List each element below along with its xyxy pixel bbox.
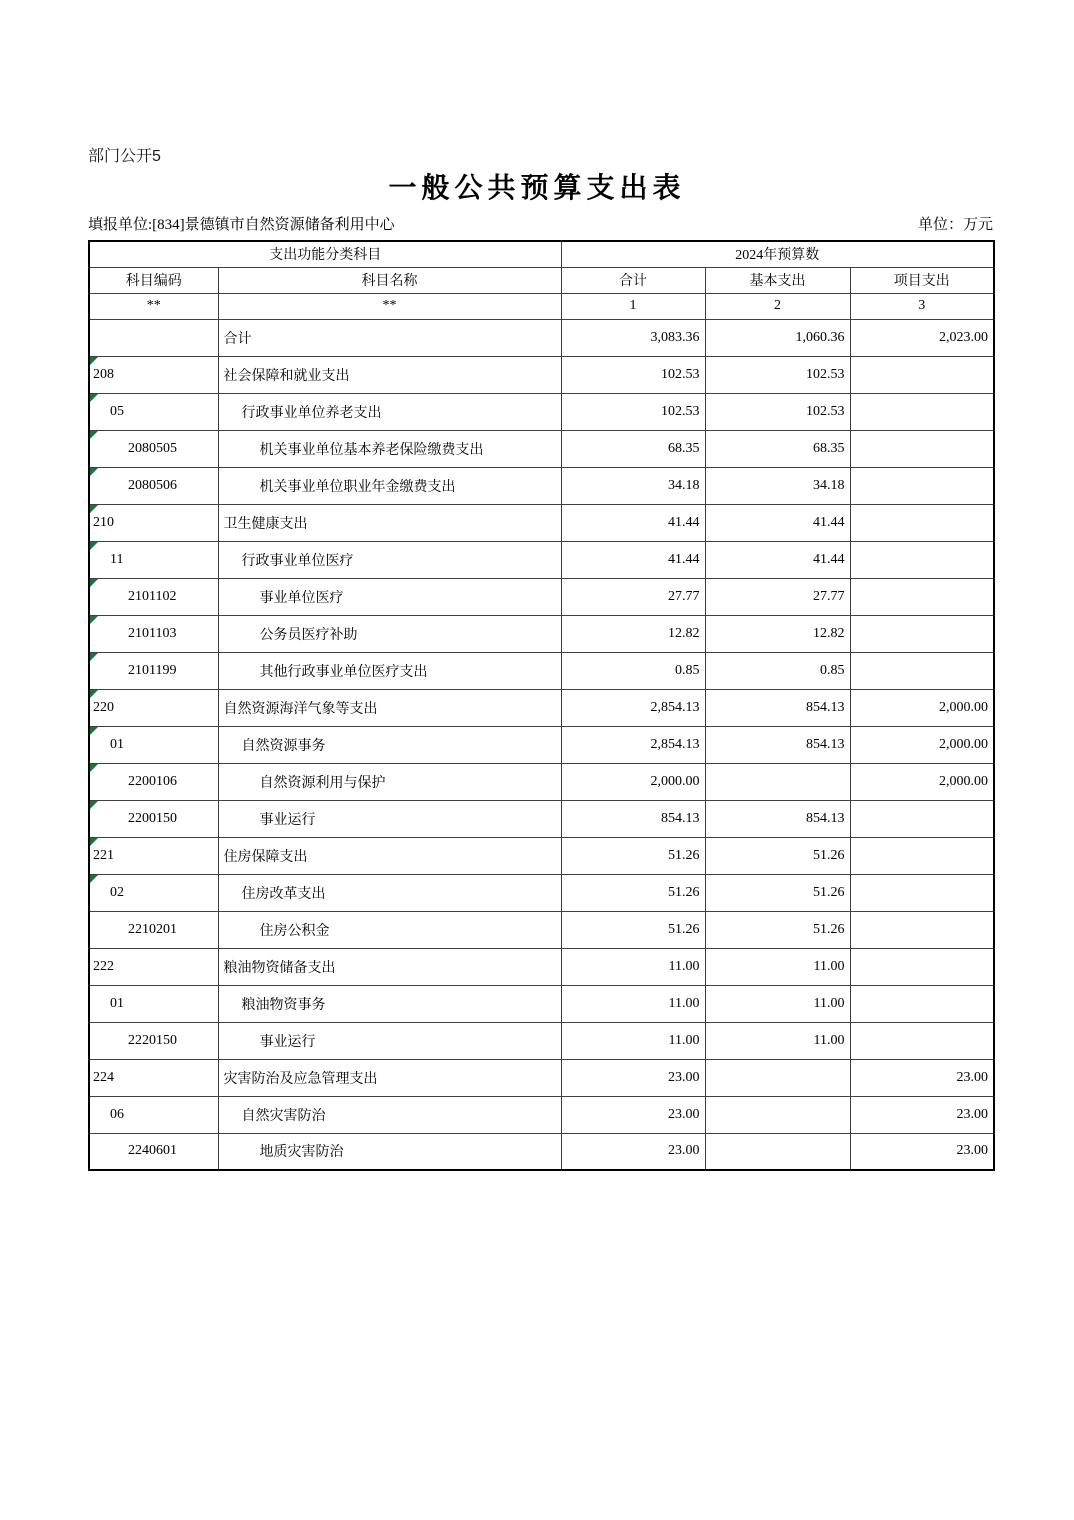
cell-subject-name: 住房改革支出 [218,874,561,911]
cell-basic-expenditure: 51.26 [705,911,850,948]
cell-subject-name: 合计 [218,319,561,356]
cell-subject-code [89,393,218,430]
cell-subject-name: 自然资源事务 [218,726,561,763]
table-row [89,689,994,726]
cell-basic-expenditure: 41.44 [705,504,850,541]
cell-subject-name: 机关事业单位职业年金缴费支出 [218,467,561,504]
index-cell: ** [89,293,218,319]
cell-project-expenditure: 23.00 [850,1133,994,1170]
header-col-code: 科目编码 [89,267,218,293]
subject-code: 2240601 [128,1143,177,1159]
subject-code: 2220150 [128,1032,177,1048]
cell-project-expenditure [850,874,994,911]
corner-marker-icon [90,542,98,550]
cell-subject-name: 灾害防治及应急管理支出 [218,1059,561,1096]
table-row [89,1059,994,1096]
cell-total-amount: 2,854.13 [561,689,705,726]
cell-project-expenditure: 2,000.00 [850,763,994,800]
table-row [89,319,994,356]
cell-subject-name: 事业运行 [218,800,561,837]
subject-code: 2080505 [128,440,177,456]
cell-subject-name: 住房公积金 [218,911,561,948]
subject-code: 05 [110,403,124,419]
table-row [89,541,994,578]
cell-subject-name: 公务员医疗补助 [218,615,561,652]
table-row [89,837,994,874]
cell-subject-name: 机关事业单位基本养老保险缴费支出 [218,430,561,467]
cell-project-expenditure: 23.00 [850,1096,994,1133]
cell-basic-expenditure: 68.35 [705,430,850,467]
table-row [89,1133,994,1170]
header-columns-row [89,267,994,293]
header-function-group: 支出功能分类科目 [89,241,561,267]
table-row [89,911,994,948]
doc-label: 部门公开5 [88,148,161,165]
cell-basic-expenditure: 854.13 [705,800,850,837]
cell-project-expenditure [850,837,994,874]
table-body [89,319,994,1170]
table-row [89,948,994,985]
cell-total-amount: 11.00 [561,948,705,985]
cell-total-amount: 23.00 [561,1059,705,1096]
subject-code: 2101103 [128,625,177,641]
header-col-name: 科目名称 [218,267,561,293]
cell-subject-name: 其他行政事业单位医疗支出 [218,652,561,689]
subject-code: 2210201 [128,921,177,937]
index-cell: ** [218,293,561,319]
cell-project-expenditure [850,985,994,1022]
cell-basic-expenditure: 102.53 [705,356,850,393]
cell-total-amount: 102.53 [561,356,705,393]
cell-total-amount: 854.13 [561,800,705,837]
subject-code: 01 [110,995,124,1011]
index-cell: 2 [705,293,850,319]
cell-basic-expenditure: 12.82 [705,615,850,652]
cell-project-expenditure [850,615,994,652]
subject-code: 2101199 [128,662,177,678]
subject-code: 2101102 [128,588,177,604]
table-row [89,504,994,541]
cell-subject-name: 行政事业单位医疗 [218,541,561,578]
cell-total-amount: 2,000.00 [561,763,705,800]
cell-total-amount: 68.35 [561,430,705,467]
table-row [89,615,994,652]
corner-marker-icon [90,468,98,476]
header-col-basic: 基本支出 [705,267,850,293]
cell-project-expenditure [850,948,994,985]
cell-total-amount: 3,083.36 [561,319,705,356]
cell-project-expenditure [850,356,994,393]
corner-marker-icon [90,505,98,513]
cell-subject-code [89,319,218,356]
cell-project-expenditure: 2,023.00 [850,319,994,356]
corner-marker-icon [90,394,98,402]
cell-total-amount: 51.26 [561,911,705,948]
cell-subject-name: 事业单位医疗 [218,578,561,615]
corner-marker-icon [90,801,98,809]
table-row [89,652,994,689]
cell-total-amount: 41.44 [561,541,705,578]
unit-of-measure: 单位：万元 [917,217,993,233]
cell-basic-expenditure: 854.13 [705,726,850,763]
cell-total-amount: 34.18 [561,467,705,504]
header-col-total: 合计 [561,267,705,293]
cell-basic-expenditure: 51.26 [705,837,850,874]
cell-project-expenditure [850,393,994,430]
cell-total-amount: 2,854.13 [561,726,705,763]
cell-total-amount: 51.26 [561,874,705,911]
cell-project-expenditure [850,911,994,948]
subject-code: 11 [110,551,124,567]
cell-subject-code [89,1096,218,1133]
corner-marker-icon [90,357,98,365]
cell-subject-code [89,504,218,541]
subject-code: 2080506 [128,477,177,493]
table-row [89,763,994,800]
cell-subject-name: 社会保障和就业支出 [218,356,561,393]
table-header [89,241,994,319]
subject-code: 06 [110,1106,124,1122]
cell-basic-expenditure: 27.77 [705,578,850,615]
page-title: 一般公共预算支出表 [388,173,686,204]
cell-subject-name: 行政事业单位养老支出 [218,393,561,430]
corner-marker-icon [90,727,98,735]
cell-basic-expenditure: 51.26 [705,874,850,911]
cell-project-expenditure: 2,000.00 [850,689,994,726]
meta-row [88,213,993,234]
cell-basic-expenditure: 0.85 [705,652,850,689]
header-col-project: 项目支出 [850,267,994,293]
corner-marker-icon [90,690,98,698]
subject-code: 02 [110,884,124,900]
cell-subject-name: 地质灾害防治 [218,1133,561,1170]
cell-basic-expenditure: 41.44 [705,541,850,578]
cell-total-amount: 11.00 [561,985,705,1022]
corner-marker-icon [90,431,98,439]
cell-subject-code [89,1133,218,1170]
cell-project-expenditure [850,467,994,504]
cell-total-amount: 23.00 [561,1096,705,1133]
table-row [89,1022,994,1059]
corner-marker-icon [90,653,98,661]
cell-total-amount: 102.53 [561,393,705,430]
cell-subject-name: 事业运行 [218,1022,561,1059]
cell-subject-name: 自然资源海洋气象等支出 [218,689,561,726]
header-index-row [89,293,994,319]
cell-project-expenditure [850,578,994,615]
budget-table [88,240,995,1171]
subject-code: 208 [93,366,114,382]
cell-subject-name: 粮油物资事务 [218,985,561,1022]
cell-total-amount: 41.44 [561,504,705,541]
cell-basic-expenditure [705,1133,850,1170]
cell-subject-code [89,689,218,726]
cell-subject-code [89,467,218,504]
table-row [89,430,994,467]
subject-code: 2200150 [128,810,177,826]
cell-subject-name: 自然灾害防治 [218,1096,561,1133]
cell-basic-expenditure: 11.00 [705,1022,850,1059]
cell-subject-code [89,430,218,467]
subject-code: 224 [93,1069,114,1085]
subject-code: 220 [93,699,114,715]
cell-subject-code [89,356,218,393]
corner-marker-icon [90,579,98,587]
cell-total-amount: 11.00 [561,1022,705,1059]
table-row [89,985,994,1022]
cell-subject-name: 卫生健康支出 [218,504,561,541]
cell-subject-code [89,652,218,689]
cell-subject-code [89,541,218,578]
cell-subject-code [89,837,218,874]
cell-subject-code [89,763,218,800]
corner-marker-icon [90,616,98,624]
header-budget-group: 2024年预算数 [561,241,994,267]
table-row [89,467,994,504]
cell-subject-code [89,1059,218,1096]
corner-marker-icon [90,875,98,883]
table-row [89,578,994,615]
reporting-unit: 填报单位:[834]景德镇市自然资源储备利用中心 [88,217,395,233]
cell-subject-code [89,800,218,837]
table-row [89,356,994,393]
cell-total-amount: 23.00 [561,1133,705,1170]
cell-subject-code [89,726,218,763]
table-row [89,874,994,911]
cell-basic-expenditure: 102.53 [705,393,850,430]
cell-subject-name: 自然资源利用与保护 [218,763,561,800]
cell-basic-expenditure: 11.00 [705,985,850,1022]
subject-code: 221 [93,847,114,863]
cell-project-expenditure [850,1022,994,1059]
subject-code: 01 [110,736,124,752]
cell-total-amount: 12.82 [561,615,705,652]
subject-code: 210 [93,514,114,530]
cell-subject-code [89,1022,218,1059]
header-group-row [89,241,994,267]
corner-marker-icon [90,838,98,846]
cell-total-amount: 27.77 [561,578,705,615]
cell-project-expenditure [850,652,994,689]
table-row [89,726,994,763]
corner-marker-icon [90,764,98,772]
cell-project-expenditure: 2,000.00 [850,726,994,763]
index-cell: 1 [561,293,705,319]
table-row [89,393,994,430]
cell-basic-expenditure [705,1059,850,1096]
cell-basic-expenditure: 1,060.36 [705,319,850,356]
cell-basic-expenditure: 854.13 [705,689,850,726]
subject-code: 2200106 [128,773,177,789]
cell-subject-name: 住房保障支出 [218,837,561,874]
cell-project-expenditure: 23.00 [850,1059,994,1096]
table-row [89,1096,994,1133]
cell-project-expenditure [850,541,994,578]
cell-subject-code [89,948,218,985]
cell-basic-expenditure: 11.00 [705,948,850,985]
table-row [89,800,994,837]
cell-basic-expenditure [705,763,850,800]
cell-project-expenditure [850,800,994,837]
cell-subject-code [89,911,218,948]
cell-subject-code [89,578,218,615]
cell-basic-expenditure: 34.18 [705,467,850,504]
cell-basic-expenditure [705,1096,850,1133]
index-cell: 3 [850,293,994,319]
cell-subject-name: 粮油物资储备支出 [218,948,561,985]
cell-total-amount: 51.26 [561,837,705,874]
cell-subject-code [89,874,218,911]
cell-subject-code [89,615,218,652]
subject-code: 222 [93,958,114,974]
cell-project-expenditure [850,504,994,541]
cell-project-expenditure [850,430,994,467]
cell-total-amount: 0.85 [561,652,705,689]
cell-subject-code [89,985,218,1022]
